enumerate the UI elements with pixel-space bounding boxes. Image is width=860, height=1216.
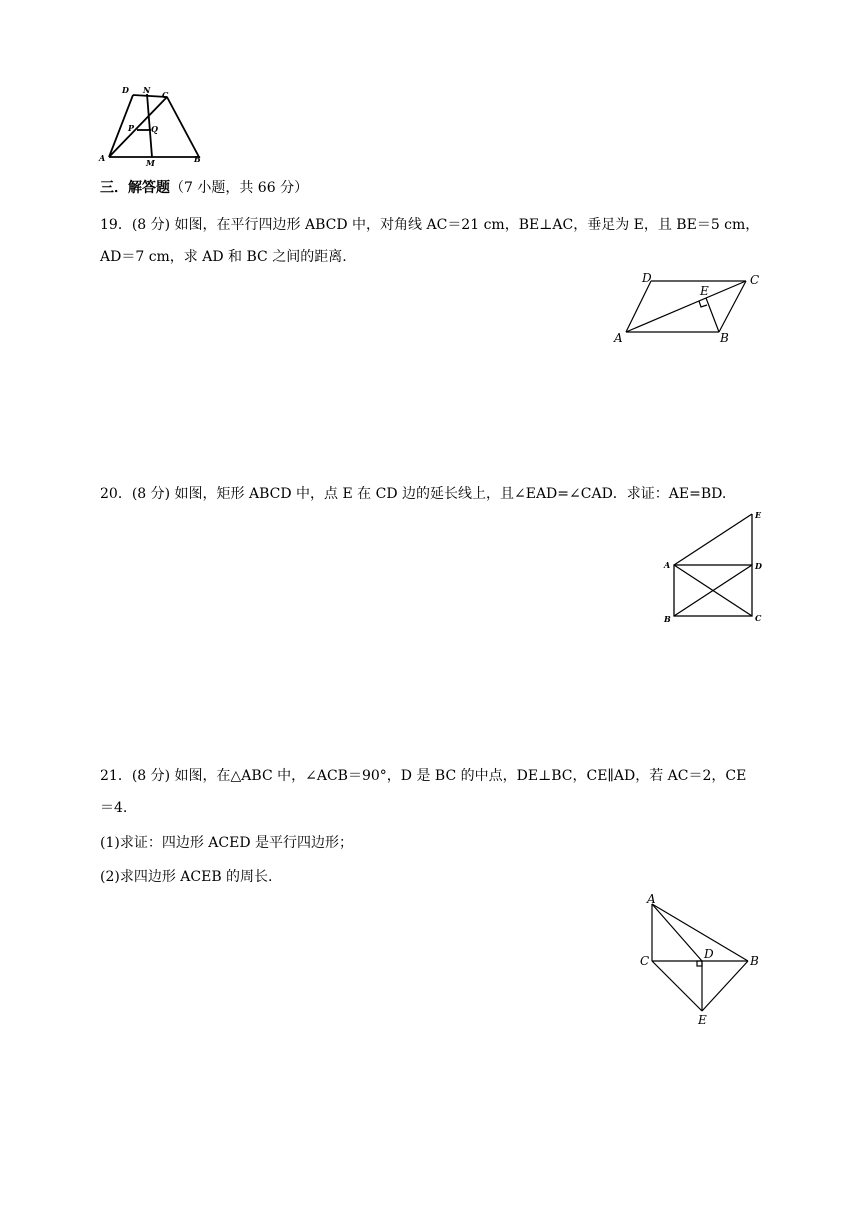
label-N: N [143, 85, 151, 95]
section-title: 三．解答题 [100, 180, 170, 196]
label-A: A [664, 560, 671, 570]
label-B: B [194, 154, 201, 164]
label-D: D [755, 561, 762, 571]
q21-line1: 21．(8 分) 如图，在△ABC 中，∠ACB＝90°，D 是 BC 的中点，DE⊥BC，CE∥AD，若 AC＝2，CE [100, 768, 747, 784]
label-B: B [720, 331, 729, 345]
section-note: （7 小题，共 66 分） [170, 180, 309, 196]
q19-line2: AD＝7 cm，求 AD 和 BC 之间的距离. [100, 249, 347, 265]
label-C: C [755, 613, 762, 623]
label-Q: Q [151, 124, 158, 134]
trapezoid-figure [95, 80, 215, 170]
q19-line1: 19．(8 分) 如图，在平行四边形 ABCD 中，对角线 AC＝21 cm，BE⊥AC，垂足为 E，且 BE＝5 cm， [100, 217, 760, 233]
label-C: C [750, 273, 760, 287]
label-P: P [128, 123, 135, 133]
label-C: C [162, 90, 169, 100]
section-heading [100, 178, 308, 198]
label-E: E [700, 284, 709, 298]
label-E: E [755, 510, 762, 520]
q21-line2: ＝4. [100, 800, 128, 816]
q20-line1: 20．(8 分) 如图，矩形 ABCD 中，点 E 在 CD 边的延长线上，且∠EAD=∠CAD．求证：AE=BD. [100, 486, 727, 502]
label-M: M [146, 158, 155, 168]
label-D: D [642, 271, 652, 285]
parallelogram-figure [610, 268, 770, 348]
label-B: B [750, 954, 759, 968]
label-C: C [640, 954, 650, 968]
label-B: B [664, 614, 671, 624]
label-E: E [698, 1013, 707, 1027]
label-A: A [99, 153, 106, 163]
q21-line4: (2)求四边形 ACEB 的周长. [100, 869, 273, 885]
triangle-figure [630, 890, 770, 1030]
label-D: D [704, 947, 714, 961]
label-A: A [614, 331, 623, 345]
q21-line3: (1)求证：四边形 ACED 是平行四边形； [100, 835, 353, 851]
label-A: A [647, 892, 656, 906]
label-D: D [122, 85, 129, 95]
rectangle-figure [660, 506, 770, 628]
